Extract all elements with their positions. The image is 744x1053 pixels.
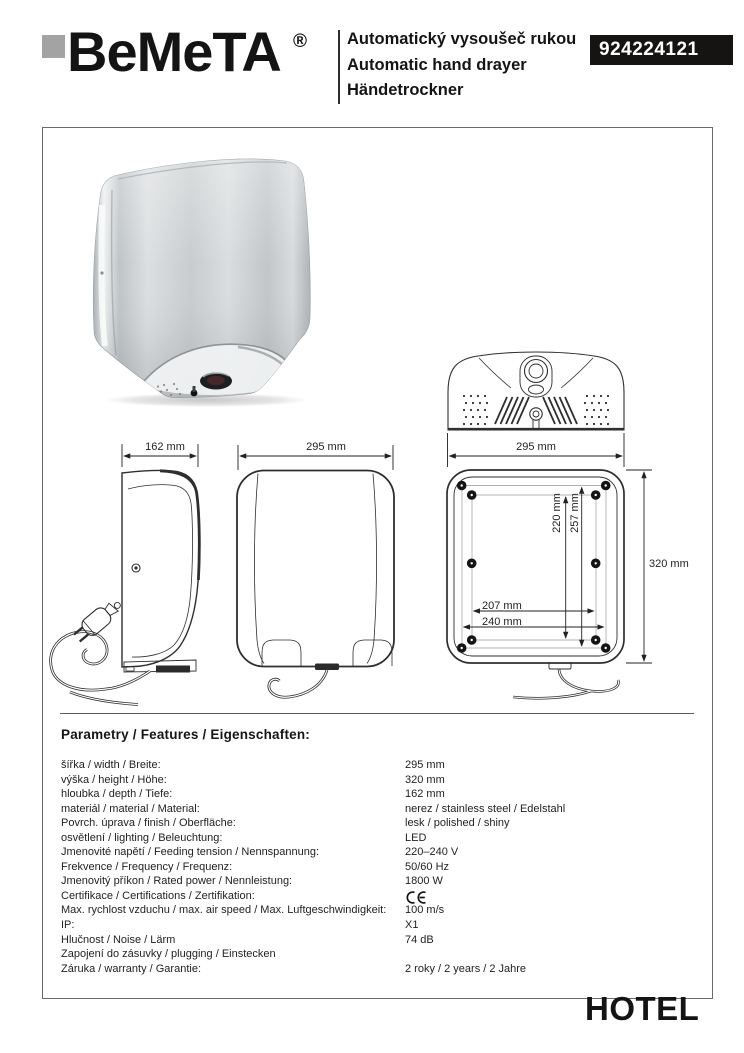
param-label: Povrch. úprava / finish / Oberfläche: (61, 817, 236, 830)
param-value: 100 m/s (405, 904, 445, 917)
dim-depth-label: 162 mm (145, 441, 185, 453)
table-row (61, 904, 701, 919)
table-row (61, 919, 701, 934)
param-value: 50/60 Hz (405, 860, 450, 873)
table-row (61, 875, 701, 890)
param-label: Záruka / warranty / Garantie: (61, 962, 201, 975)
dim-holes-v-inner-label: 220 mm (551, 493, 563, 533)
table-row (61, 890, 701, 905)
vent-dots-left (463, 395, 488, 425)
param-value: 74 dB (405, 933, 434, 946)
param-value: 162 mm (405, 788, 445, 801)
dim-holes-h-inner-label: 207 mm (482, 600, 522, 612)
header-divider (338, 30, 340, 104)
dimension-lines (122, 433, 652, 663)
registered-trademark-icon: ® (293, 31, 307, 52)
table-row (61, 934, 701, 949)
param-label: Hlučnost / Noise / Lärm (61, 933, 176, 946)
front-view-drawing (237, 471, 394, 698)
brand-square-mark (42, 35, 65, 58)
param-label: šířka / width / Breite: (61, 759, 161, 771)
power-plug-drawing (51, 595, 150, 704)
table-row (61, 774, 701, 789)
product-code-badge: 924224121 (590, 35, 733, 65)
side-view-drawing (122, 471, 199, 673)
param-label: hloubka / depth / Tiefe: (61, 788, 173, 801)
dim-rear-width-label: 295 mm (516, 441, 556, 453)
param-label: Zapojení do zásuvky / plugging / Einstecken (61, 948, 276, 961)
param-label: výška / height / Höhe: (61, 773, 167, 786)
product-titles (347, 27, 576, 104)
param-label: Frekvence / Frequency / Frequenz: (61, 860, 233, 873)
table-row (61, 832, 701, 847)
param-label: IP: (61, 919, 75, 932)
dim-holes-h-outer-label: 240 mm (482, 616, 522, 628)
param-label: materiál / material / Material: (61, 802, 200, 815)
param-label: Jmenovité napětí / Feeding tension / Nennspannung: (61, 846, 320, 859)
table-row (61, 759, 701, 774)
table-row (61, 846, 701, 861)
param-value: 2 roky / 2 years / 2 Jahre (405, 962, 527, 975)
param-value: X1 (405, 919, 419, 932)
collection-name: HOTEL (585, 990, 700, 1027)
param-value: 1800 W (405, 875, 443, 888)
table-row (61, 788, 701, 803)
table-row (61, 817, 701, 832)
param-label: Certifikace / Certifications / Zertifikation: (61, 889, 255, 902)
brand-logo: BeMeTA (67, 20, 281, 83)
param-label: Jmenovitý příkon / Rated power / Nennleistung: (61, 875, 293, 888)
ce-mark-icon (405, 890, 430, 904)
param-value: LED (405, 831, 427, 844)
param-value: lesk / polished / shiny (405, 817, 510, 830)
section-divider (60, 713, 694, 714)
top-view-drawing (448, 352, 624, 430)
dim-holes-v-outer-label: 257 mm (569, 493, 581, 533)
parameters-table (61, 759, 701, 977)
param-value: 295 mm (405, 759, 445, 771)
param-value: 320 mm (405, 773, 445, 786)
vent-dots-right (584, 395, 609, 425)
param-label: osvětlení / lighting / Beleuchtung: (61, 831, 223, 844)
table-row (61, 963, 701, 978)
parameters-heading: Parametry / Features / Eigenschaften: (61, 727, 310, 742)
dim-front-width-label: 295 mm (306, 441, 346, 453)
param-label: Max. rychlost vzduchu / max. air speed / Max. Luftgeschwindigkeit: (61, 904, 387, 917)
content-frame (42, 127, 713, 999)
product-title-cs: Automatický vysoušeč rukou (347, 30, 577, 48)
product-title-de: Händetrockner (347, 81, 464, 99)
rear-view-drawing (447, 470, 624, 698)
param-value: 220–240 V (405, 846, 459, 859)
dim-height-label: 320 mm (649, 558, 689, 570)
param-value: nerez / stainless steel / Edelstahl (405, 802, 566, 815)
product-title-en: Automatic hand drayer (347, 55, 527, 74)
table-row (61, 948, 701, 963)
table-row (61, 803, 701, 818)
table-row (61, 861, 701, 876)
